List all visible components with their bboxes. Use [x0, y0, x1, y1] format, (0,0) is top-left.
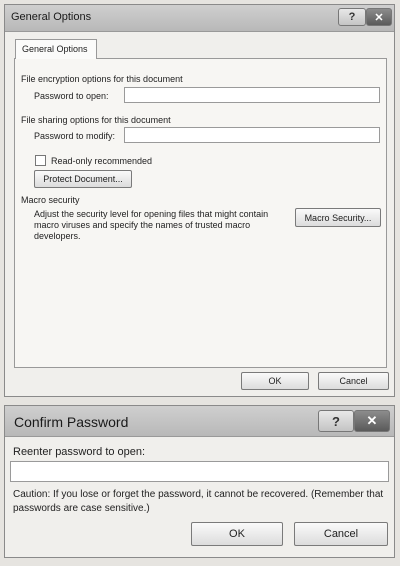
password-to-modify-input[interactable]	[124, 127, 380, 143]
protect-document-button[interactable]: Protect Document...	[34, 170, 132, 188]
reenter-password-input[interactable]	[10, 461, 389, 482]
general-options-title: General Options	[11, 11, 92, 23]
general-options-ok-button[interactable]: OK	[241, 372, 309, 390]
password-to-open-label: Password to open:	[34, 91, 109, 101]
confirm-ok-button[interactable]: OK	[191, 522, 283, 546]
general-options-panel	[14, 58, 387, 368]
macro-security-button[interactable]: Macro Security...	[295, 208, 381, 227]
help-icon: ?	[348, 11, 356, 23]
help-icon: ?	[332, 413, 340, 429]
general-options-cancel-button[interactable]: Cancel	[318, 372, 389, 390]
confirm-password-help-button[interactable]	[318, 410, 354, 432]
general-options-close-button[interactable]	[366, 8, 392, 26]
tab-general-options[interactable]: General Options	[15, 39, 97, 59]
macro-security-heading: Macro security	[21, 195, 80, 205]
confirm-password-close-button[interactable]	[354, 410, 390, 432]
password-to-open-input[interactable]	[124, 87, 380, 103]
confirm-password-dialog	[4, 405, 395, 558]
general-options-help-button[interactable]	[338, 8, 366, 26]
confirm-cancel-button[interactable]: Cancel	[294, 522, 388, 546]
read-only-checkbox[interactable]	[35, 155, 46, 166]
sharing-heading: File sharing options for this document	[21, 115, 171, 125]
close-icon: ✕	[366, 413, 378, 428]
close-icon: ✕	[374, 11, 384, 24]
confirm-password-title: Confirm Password	[14, 414, 129, 430]
caution-text: Caution: If you lose or forget the password, it cannot be recovered. (Remember that passwords are case sensitive.)	[13, 489, 384, 514]
general-options-titlebar[interactable]	[5, 5, 394, 32]
password-to-modify-label: Password to modify:	[34, 131, 116, 141]
encryption-heading: File encryption options for this document	[21, 74, 183, 84]
confirm-password-titlebar[interactable]	[5, 406, 394, 437]
read-only-label[interactable]: Read-only recommended	[51, 156, 153, 166]
reenter-password-label: Reenter password to open:	[13, 446, 146, 458]
macro-security-description: Adjust the security level for opening files that might contain macro viruses and specify the names of trusted macro developers.	[34, 209, 269, 241]
general-options-dialog	[4, 4, 395, 397]
